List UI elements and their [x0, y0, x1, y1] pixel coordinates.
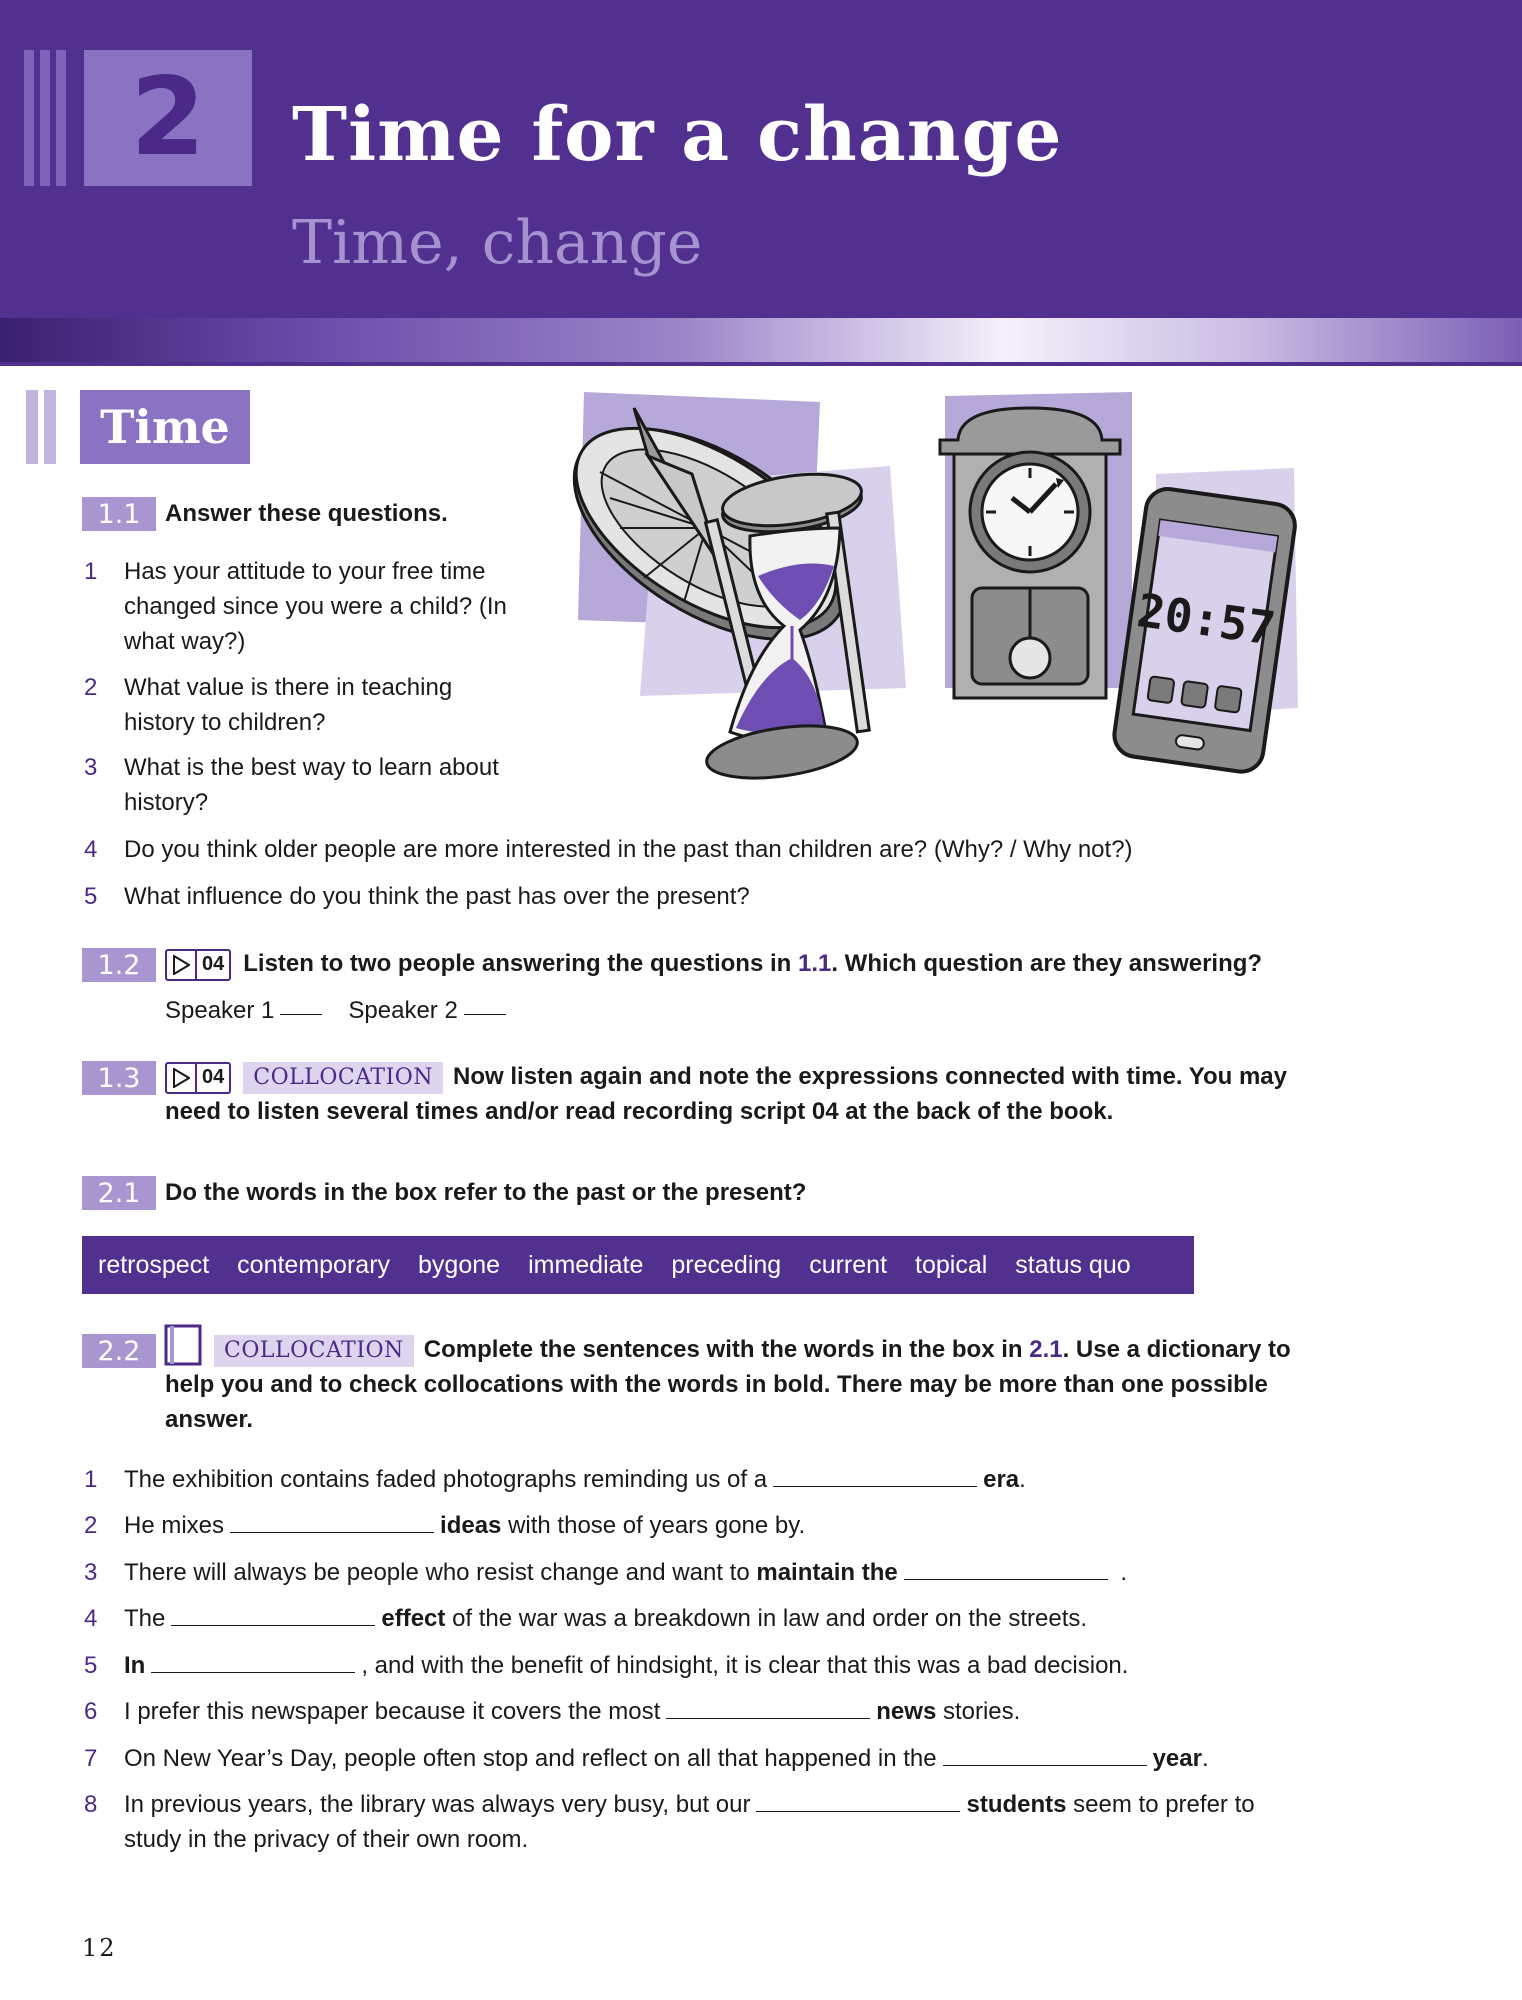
question-line: What is the best way to learn about: [124, 754, 499, 781]
bold-collocation: maintain the: [756, 1559, 898, 1586]
sentence-number: 3: [84, 1559, 98, 1586]
question-line: what way?): [124, 628, 246, 655]
bold-collocation: ideas: [440, 1512, 502, 1539]
sentence-4: [82, 1601, 1087, 1636]
word-box-item: preceding: [671, 1250, 782, 1279]
bold-collocation: In: [124, 1652, 146, 1679]
sentence-number: 7: [84, 1745, 98, 1772]
question-number: 5: [84, 883, 98, 910]
phone-time-display: 20:57: [1133, 583, 1279, 656]
play-icon: [167, 951, 197, 979]
sentence-6: [82, 1694, 1020, 1729]
sentence-text: study in the privacy of their own room.: [124, 1826, 529, 1853]
bold-collocation: effect: [381, 1605, 446, 1632]
instruction-text: Listen to two people answering the questions in: [243, 950, 798, 977]
instruction-text: answer.: [165, 1406, 254, 1433]
word-box-item: topical: [915, 1250, 988, 1279]
unit-decorative-bars: [24, 50, 66, 186]
speaker-2-blank[interactable]: [464, 993, 506, 1015]
section-heading: [80, 390, 250, 464]
sentence-number: 1: [84, 1466, 98, 1493]
sentence-text: On New Year’s Day, people often stop and reflect on all that happened in the: [124, 1745, 937, 1772]
sentence-number: 4: [84, 1605, 98, 1632]
collocation-tag: COLLOCATION: [243, 1062, 443, 1094]
question-1: [82, 554, 507, 659]
header-gradient-strip: [0, 318, 1522, 364]
answer-blank[interactable]: [171, 1602, 375, 1626]
sentence-text: .: [1120, 1559, 1128, 1586]
sentence-text: The exhibition contains faded photographs reminding us of a: [124, 1466, 768, 1493]
section-decorative-bars: [26, 390, 56, 464]
sentence-number: 8: [84, 1791, 98, 1818]
unit-subtitle: Time, change: [292, 208, 703, 278]
exercise-label-1-3: 1.3: [82, 1061, 156, 1095]
audio-track-button[interactable]: [165, 949, 231, 981]
question-3: [82, 750, 499, 820]
sentence-text: The: [124, 1605, 166, 1632]
sentence-number: 6: [84, 1698, 98, 1725]
instruction-text: Complete the sentences with the words in the box in: [423, 1336, 1030, 1363]
sentence-8: [82, 1787, 1255, 1857]
unit-number-box: [84, 50, 252, 186]
instruction-text: . Which question are they answering?: [831, 950, 1263, 977]
answer-blank[interactable]: [943, 1742, 1147, 1766]
question-number: 4: [84, 836, 98, 863]
sentence-text: with those of years gone by.: [508, 1512, 806, 1539]
speaker-answers: [165, 993, 532, 1028]
sentence-text: , and with the benefit of hindsight, it is clear that this was a bad decision.: [361, 1652, 1129, 1679]
question-4: [82, 832, 1133, 867]
unit-number: 2: [130, 55, 206, 180]
header-divider: [0, 362, 1522, 366]
question-line: Do you think older people are more interested in the past than children are? (Why? / Why not?): [124, 836, 1133, 863]
answer-blank[interactable]: [756, 1788, 960, 1812]
instruction-text: . Use a dictionary to: [1062, 1336, 1291, 1363]
sentence-text: of the war was a breakdown in law and order on the streets.: [452, 1605, 1088, 1632]
exercise-1-3-instruction: [165, 1059, 1287, 1129]
word-box: [82, 1236, 1194, 1294]
question-line: changed since you were a child? (In: [124, 593, 507, 620]
question-line: history to children?: [124, 709, 326, 736]
word-box-item: contemporary: [237, 1250, 391, 1279]
bold-collocation: era: [983, 1466, 1020, 1493]
question-line: What value is there in teaching: [124, 674, 453, 701]
exercise-1-1-instruction: Answer these questions.: [165, 500, 448, 527]
exercise-2-2-instruction: [165, 1332, 1345, 1437]
section-title: Time: [100, 400, 230, 454]
sentence-text: I prefer this newspaper because it covers the most: [124, 1698, 661, 1725]
exercise-1-2-instruction: [165, 946, 1262, 981]
cross-reference: 1.1: [797, 950, 832, 977]
sentence-2: [82, 1508, 805, 1543]
word-box-item: immediate: [528, 1250, 644, 1279]
sentence-text: He mixes: [124, 1512, 225, 1539]
answer-blank[interactable]: [904, 1556, 1108, 1580]
audio-track-number: 04: [202, 1066, 225, 1089]
exercise-label-1-1: 1.1: [82, 497, 156, 531]
answer-blank[interactable]: [773, 1463, 977, 1487]
exercise-label-1-2: 1.2: [82, 948, 156, 982]
question-5: [82, 879, 750, 914]
sentence-text: There will always be people who resist change and want to: [124, 1559, 750, 1586]
sentence-7: [82, 1741, 1209, 1776]
smartphone-icon: [1112, 486, 1298, 774]
bold-collocation: year: [1152, 1745, 1202, 1772]
question-line: Has your attitude to your free time: [124, 558, 486, 585]
instruction-text: help you and to check collocations with the words in bold. There may be more than one possible: [165, 1371, 1268, 1398]
page-number: 12: [82, 1934, 117, 1962]
sentence-text: In previous years, the library was always very busy, but our: [124, 1791, 751, 1818]
answer-blank[interactable]: [666, 1695, 870, 1719]
answer-blank[interactable]: [230, 1509, 434, 1533]
question-line: What influence do you think the past has over the present?: [124, 883, 750, 910]
sentence-text: seem to prefer to: [1073, 1791, 1255, 1818]
exercise-label-2-2: 2.2: [82, 1334, 156, 1368]
question-line: history?: [124, 789, 209, 816]
mantel-clock-icon: [940, 408, 1120, 698]
exercise-2-1-instruction: Do the words in the box refer to the past or the present?: [165, 1179, 807, 1206]
audio-track-button[interactable]: [165, 1062, 231, 1094]
speaker-1-blank[interactable]: [280, 993, 322, 1015]
sentence-number: 5: [84, 1652, 98, 1679]
word-box-item: bygone: [418, 1250, 501, 1279]
unit-title: Time for a change: [292, 92, 1063, 178]
question-number: 1: [84, 558, 98, 585]
speaker-1-label: Speaker 1: [165, 997, 275, 1024]
speaker-2-label: Speaker 2: [348, 997, 458, 1024]
word-box-item: retrospect: [98, 1250, 210, 1279]
question-number: 2: [84, 674, 98, 701]
audio-track-number: 04: [202, 953, 225, 976]
question-2: [82, 670, 452, 740]
sentence-1: [82, 1462, 1026, 1497]
exercise-label-2-1: 2.1: [82, 1176, 156, 1210]
bold-collocation: news: [876, 1698, 937, 1725]
sentence-text: stories.: [942, 1698, 1021, 1725]
question-number: 3: [84, 754, 98, 781]
play-icon: [167, 1064, 197, 1092]
sentence-5: [82, 1648, 1128, 1683]
word-box-item: status quo: [1015, 1250, 1131, 1279]
instruction-text: Now listen again and note the expressions connected with time. You may: [453, 1063, 1287, 1090]
collocation-tag: COLLOCATION: [214, 1335, 414, 1367]
sentence-text: .: [1201, 1745, 1209, 1772]
clocks-illustration: [560, 388, 1320, 808]
unit-header: [0, 0, 1522, 318]
sentence-number: 2: [84, 1512, 98, 1539]
sentence-text: .: [1019, 1466, 1026, 1493]
answer-blank[interactable]: [151, 1649, 355, 1673]
sentence-3: [82, 1555, 1127, 1590]
cross-reference: 2.1: [1029, 1336, 1063, 1363]
word-box-item: current: [809, 1250, 888, 1279]
instruction-text: need to listen several times and/or read recording script 04 at the back of the book.: [165, 1098, 1114, 1125]
bold-collocation: students: [966, 1791, 1067, 1818]
